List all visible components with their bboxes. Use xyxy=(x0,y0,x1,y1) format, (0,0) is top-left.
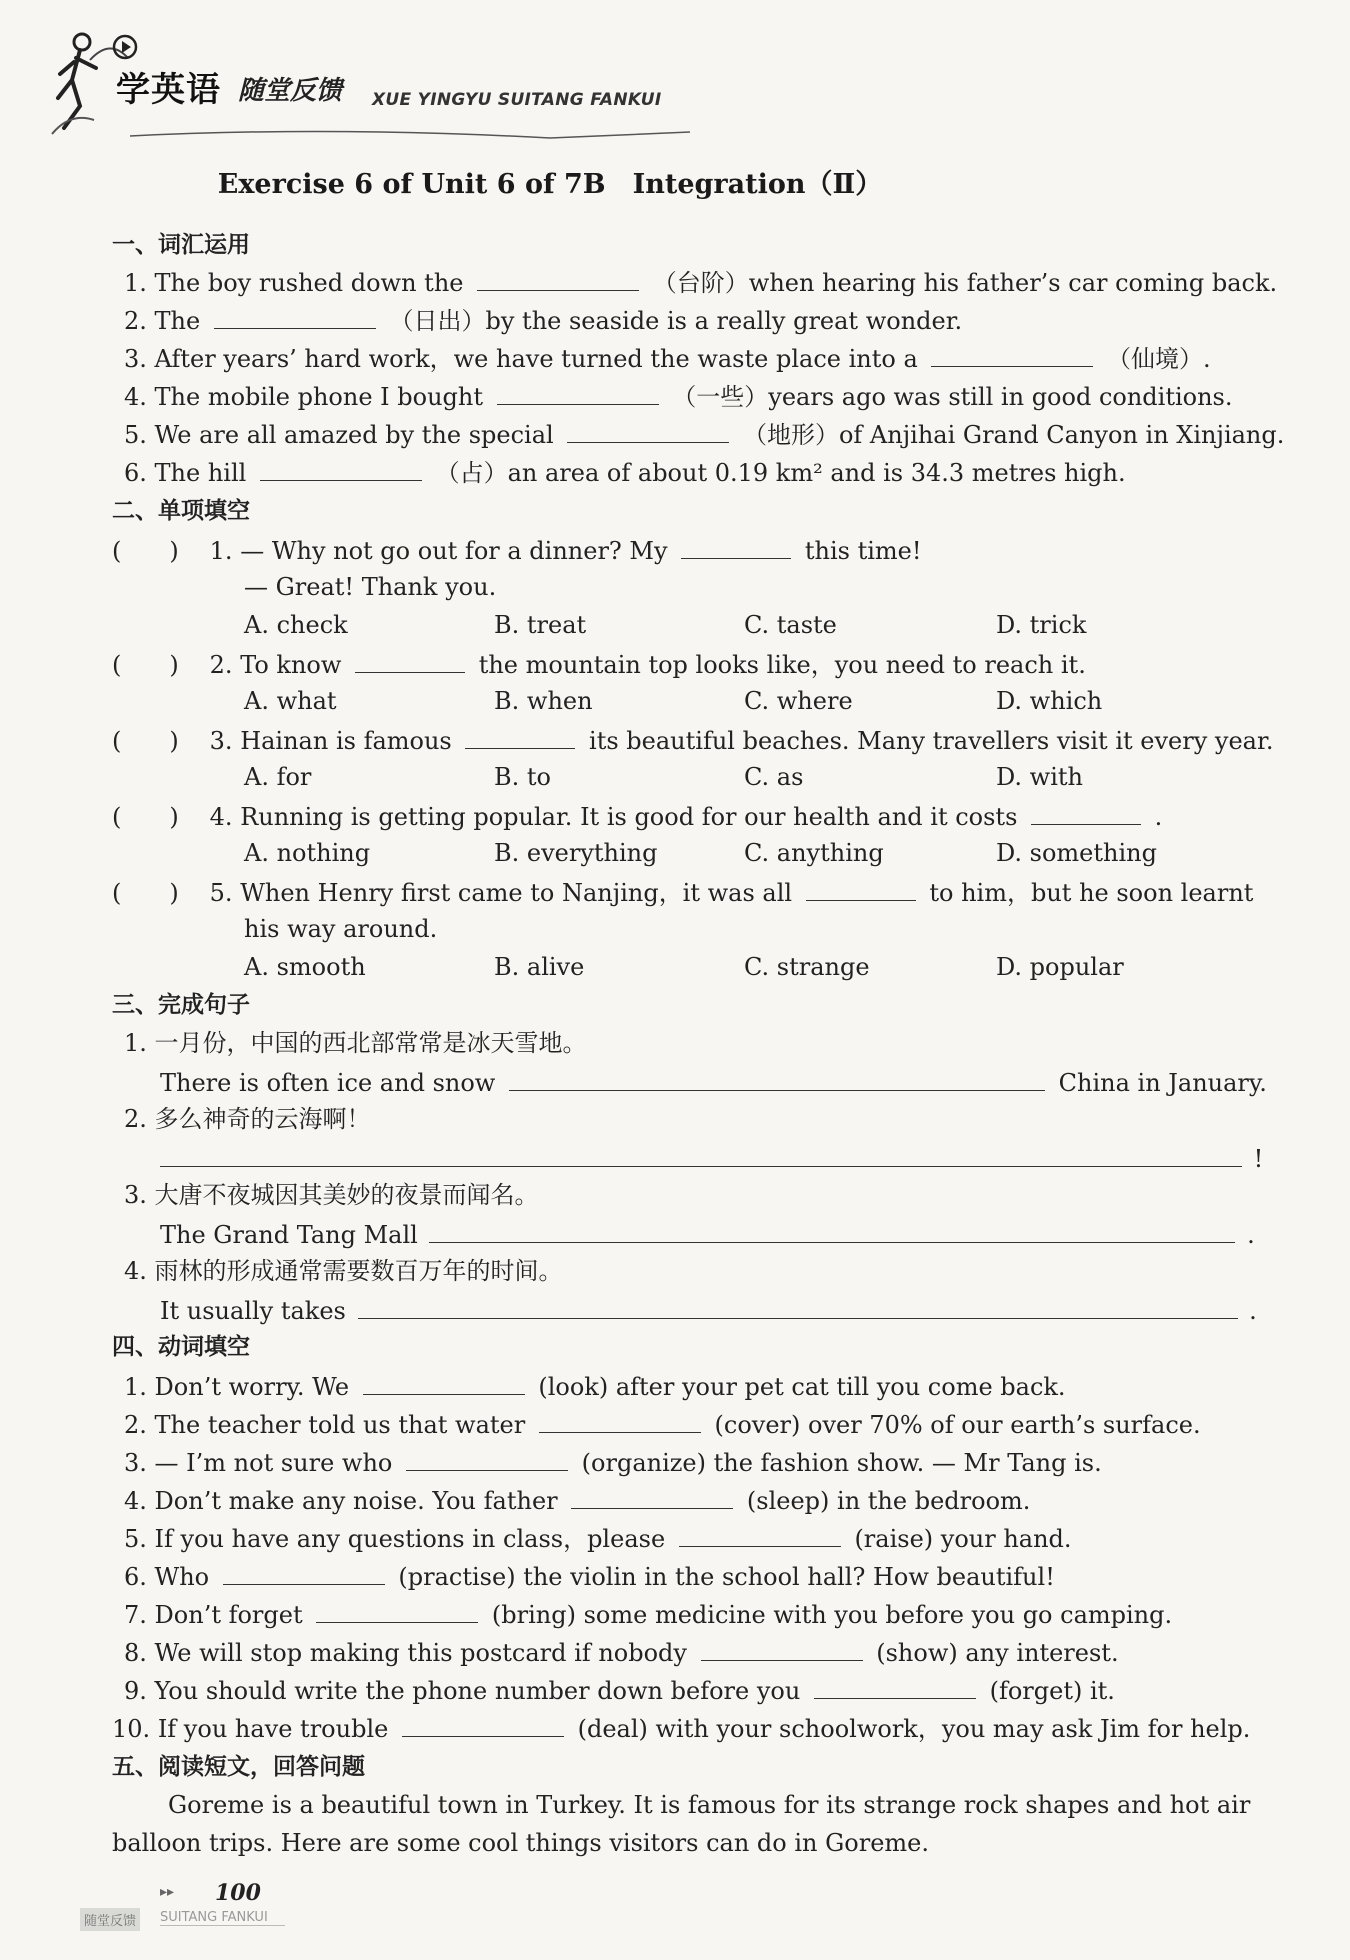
section-heading: 四、动词填空 xyxy=(112,1334,250,1360)
answer-blank[interactable] xyxy=(429,1218,1235,1243)
item-number: 3. xyxy=(124,345,147,373)
play-icon xyxy=(112,34,138,60)
item-text: (bring) some medicine with you before you go camping. xyxy=(491,1601,1173,1629)
item-text: . xyxy=(1247,1221,1255,1249)
vocab-item xyxy=(124,380,1233,412)
mc-option[interactable]: A. smooth xyxy=(244,953,366,981)
answer-blank[interactable] xyxy=(497,380,659,405)
item-text: Who xyxy=(154,1563,210,1591)
answer-blank[interactable] xyxy=(539,1408,701,1433)
mc-option[interactable]: C. strange xyxy=(744,953,870,981)
item-cn: 多么神奇的云海啊！ xyxy=(154,1105,371,1133)
answer-blank[interactable] xyxy=(358,1294,1238,1319)
sentence-answer xyxy=(160,1218,1255,1250)
item-text: Don’t worry. We xyxy=(154,1373,350,1401)
item-text: (forget) it. xyxy=(989,1677,1115,1705)
answer-blank[interactable] xyxy=(701,1636,863,1661)
item-number: 2. xyxy=(209,651,233,679)
verb-item xyxy=(112,1712,1250,1744)
item-text: The boy rushed down the xyxy=(154,269,464,297)
answer-blank[interactable] xyxy=(160,1142,1242,1167)
item-number: 3. xyxy=(209,727,233,755)
mc-option[interactable]: B. to xyxy=(494,763,551,791)
answer-paren[interactable]: ( ) xyxy=(112,651,179,679)
item-number: 6. xyxy=(124,1563,147,1591)
mc-option[interactable]: C. as xyxy=(744,763,804,791)
item-text: （仙境）. xyxy=(1107,345,1211,373)
header-banner xyxy=(50,28,670,138)
item-number: 6. xyxy=(124,459,147,487)
verb-item xyxy=(124,1636,1119,1668)
answer-blank[interactable] xyxy=(814,1674,976,1699)
sentence-answer xyxy=(160,1142,1263,1174)
item-text: (sleep) in the bedroom. xyxy=(746,1487,1031,1515)
section-heading: 三、完成句子 xyxy=(112,992,250,1018)
item-number: 4. xyxy=(124,1257,147,1285)
mc-question xyxy=(112,724,1273,756)
answer-blank[interactable] xyxy=(509,1066,1045,1091)
page-title: Exercise 6 of Unit 6 of 7B Integration（Ⅱ） xyxy=(217,169,883,200)
sentence-prompt xyxy=(124,1104,371,1134)
item-text: （地形）of Anjihai Grand Canyon in Xinjiang. xyxy=(742,421,1285,449)
header-swoosh xyxy=(130,124,690,144)
mc-option[interactable]: B. treat xyxy=(494,611,587,639)
answer-blank[interactable] xyxy=(316,1598,478,1623)
item-text: To know xyxy=(240,651,342,679)
verb-item xyxy=(124,1408,1201,1440)
mc-option[interactable]: B. alive xyxy=(494,953,585,981)
item-text: The xyxy=(154,307,201,335)
item-text: ! xyxy=(1253,1145,1264,1173)
item-number: 8. xyxy=(124,1639,147,1667)
item-number: 4. xyxy=(124,1487,147,1515)
item-text: this time! xyxy=(804,537,922,565)
mc-question xyxy=(112,648,1086,680)
item-number: 5. xyxy=(124,421,147,449)
item-text: The teacher told us that water xyxy=(154,1411,526,1439)
section-heading: 一、词汇运用 xyxy=(112,232,250,258)
item-text: (cover) over 70% of our earth’s surface. xyxy=(714,1411,1201,1439)
answer-blank[interactable] xyxy=(355,648,465,673)
header-en-title: XUE YINGYU SUITANG FANKUI xyxy=(372,90,662,110)
item-text: the mountain top looks like，you need to reach it. xyxy=(478,651,1086,679)
answer-paren[interactable]: ( ) xyxy=(112,727,179,755)
item-text: The mobile phone I bought xyxy=(154,383,483,411)
sentence-answer xyxy=(160,1294,1257,1326)
item-text: Don’t make any noise. You father xyxy=(154,1487,558,1515)
sentence-prompt xyxy=(124,1180,539,1210)
item-text: (look) after your pet cat till you come back. xyxy=(538,1373,1066,1401)
arrow-icon: ▸▸ xyxy=(160,1884,175,1900)
answer-blank[interactable] xyxy=(260,456,422,481)
item-text: （占）an area of about 0.19 km² and is 34.3 metres high. xyxy=(435,459,1126,487)
item-text: (show) any interest. xyxy=(876,1639,1119,1667)
item-number: 2. xyxy=(124,307,147,335)
item-text: (practise) the violin in the school hall? How beautiful! xyxy=(398,1563,1055,1591)
sentence-answer xyxy=(160,1066,1267,1098)
mc-option[interactable]: D. which xyxy=(996,687,1103,715)
footer-brand: 随堂反馈 xyxy=(80,1908,140,1931)
item-number: 4. xyxy=(209,803,233,831)
verb-item xyxy=(124,1598,1172,1630)
item-text: We will stop making this postcard if nobody xyxy=(154,1639,687,1667)
verb-item xyxy=(124,1560,1055,1592)
answer-blank[interactable] xyxy=(214,304,376,329)
header-cn-title: 学英语 xyxy=(116,70,221,110)
item-cn: 雨林的形成通常需要数百万年的时间。 xyxy=(154,1257,563,1285)
mc-option[interactable]: C. anything xyxy=(744,839,884,867)
header-cn-subtitle: 随堂反馈 xyxy=(238,76,343,106)
sentence-prompt xyxy=(124,1256,563,1286)
item-text: （台阶）when hearing his father’s car coming back. xyxy=(652,269,1278,297)
item-text: It usually takes xyxy=(160,1297,346,1325)
item-number: 1. xyxy=(124,1373,147,1401)
reading-text: Goreme is a beautiful town in Turkey. It is famous for its strange rock shapes and hot air balloon trips. Here are some cool things visitors can do in Goreme. xyxy=(112,1791,1251,1857)
item-text: its beautiful beaches. Many travellers visit it every year. xyxy=(589,727,1274,755)
item-text: to him，but he soon learnt xyxy=(929,879,1254,907)
item-text: （日出）by the seaside is a really great wonder. xyxy=(389,307,963,335)
verb-item xyxy=(124,1446,1102,1478)
answer-blank[interactable] xyxy=(402,1712,564,1737)
section-heading: 二、单项填空 xyxy=(112,498,250,524)
vocab-item xyxy=(124,304,962,336)
verb-item xyxy=(124,1674,1115,1706)
answer-blank[interactable] xyxy=(223,1560,385,1585)
mc-option[interactable]: C. taste xyxy=(744,611,837,639)
answer-blank[interactable] xyxy=(681,534,791,559)
answer-blank[interactable] xyxy=(571,1484,733,1509)
item-text: We are all amazed by the special xyxy=(154,421,554,449)
mc-option[interactable]: A. what xyxy=(244,687,337,715)
mc-option[interactable]: D. something xyxy=(996,839,1157,867)
mc-question-line2: his way around. xyxy=(244,915,438,943)
answer-blank[interactable] xyxy=(363,1370,525,1395)
answer-blank[interactable] xyxy=(567,418,729,443)
answer-blank[interactable] xyxy=(406,1446,568,1471)
item-number: 10. xyxy=(112,1715,151,1743)
item-number: 2. xyxy=(124,1105,147,1133)
verb-item xyxy=(124,1522,1072,1554)
item-number: 1. xyxy=(124,269,147,297)
item-text: (deal) with your schoolwork，you may ask Jim for help. xyxy=(577,1715,1251,1743)
item-text: Hainan is famous xyxy=(240,727,452,755)
vocab-item xyxy=(124,342,1211,374)
mc-option[interactable]: C. where xyxy=(744,687,853,715)
item-cn: 一月份，中国的西北部常常是冰天雪地。 xyxy=(154,1029,587,1057)
item-text: If you have trouble xyxy=(157,1715,389,1743)
item-text: The Grand Tang Mall xyxy=(160,1221,418,1249)
answer-paren[interactable]: ( ) xyxy=(112,879,179,907)
item-text: — Why not go out for a dinner? My xyxy=(240,537,668,565)
item-number: 1. xyxy=(209,537,233,565)
vocab-item xyxy=(124,456,1126,488)
section-heading: 五、阅读短文，回答问题 xyxy=(112,1754,365,1780)
mc-option[interactable]: B. everything xyxy=(494,839,658,867)
item-text: Don’t forget xyxy=(154,1601,303,1629)
item-text: The hill xyxy=(154,459,247,487)
page-number: 100 xyxy=(215,1880,261,1906)
item-number: 4. xyxy=(124,383,147,411)
item-text: . xyxy=(1154,803,1163,831)
item-number: 3. xyxy=(124,1181,147,1209)
mc-option[interactable]: D. popular xyxy=(996,953,1124,981)
mc-question xyxy=(112,876,1253,908)
reading-passage xyxy=(112,1786,1287,1862)
verb-item xyxy=(124,1484,1030,1516)
mc-option[interactable]: A. check xyxy=(244,611,348,639)
mc-question xyxy=(112,800,1162,832)
item-text: (organize) the fashion show. — Mr Tang is. xyxy=(581,1449,1102,1477)
mc-option[interactable]: A. for xyxy=(244,763,312,791)
sentence-prompt xyxy=(124,1028,587,1058)
item-text: When Henry first came to Nanjing，it was all xyxy=(240,879,793,907)
mc-option[interactable]: D. trick xyxy=(996,611,1087,639)
mc-option[interactable]: A. nothing xyxy=(244,839,371,867)
vocab-item xyxy=(124,266,1277,298)
item-cn: 大唐不夜城因其美妙的夜景而闻名。 xyxy=(154,1181,539,1209)
mc-option[interactable]: B. when xyxy=(494,687,593,715)
answer-blank[interactable] xyxy=(465,724,575,749)
item-number: 5. xyxy=(124,1525,147,1553)
verb-item xyxy=(124,1370,1066,1402)
item-number: 7. xyxy=(124,1601,147,1629)
item-text: . xyxy=(1249,1297,1257,1325)
answer-blank[interactable] xyxy=(1031,800,1141,825)
answer-paren[interactable]: ( ) xyxy=(112,803,179,831)
answer-blank[interactable] xyxy=(931,342,1093,367)
footer-brand-en: SUITANG FANKUI xyxy=(160,1910,285,1926)
item-text: There is often ice and snow xyxy=(160,1069,496,1097)
item-text: Running is getting popular. It is good for our health and it costs xyxy=(240,803,1018,831)
item-text: After years’ hard work，we have turned the waste place into a xyxy=(154,345,918,373)
item-number: 9. xyxy=(124,1677,147,1705)
mc-option[interactable]: D. with xyxy=(996,763,1083,791)
vocab-item xyxy=(124,418,1284,450)
answer-blank[interactable] xyxy=(806,876,916,901)
mc-question-line2: — Great! Thank you. xyxy=(244,573,497,601)
item-text: — I’m not sure who xyxy=(154,1449,393,1477)
item-text: China in January. xyxy=(1058,1069,1267,1097)
item-number: 5. xyxy=(209,879,233,907)
mc-question xyxy=(112,534,922,566)
answer-paren[interactable]: ( ) xyxy=(112,537,179,565)
item-text: (raise) your hand. xyxy=(854,1525,1072,1553)
item-number: 1. xyxy=(124,1029,147,1057)
item-text: If you have any questions in class，please xyxy=(154,1525,666,1553)
item-number: 2. xyxy=(124,1411,147,1439)
answer-blank[interactable] xyxy=(477,266,639,291)
item-number: 3. xyxy=(124,1449,147,1477)
item-text: You should write the phone number down before you xyxy=(154,1677,801,1705)
answer-blank[interactable] xyxy=(679,1522,841,1547)
item-text: （一些）years ago was still in good conditions. xyxy=(672,383,1233,411)
